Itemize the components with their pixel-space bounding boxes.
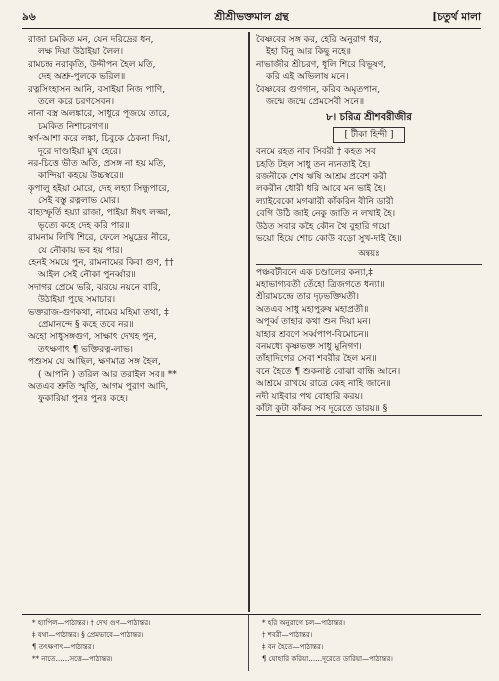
tika-label: [ টীকা হিন্দী ]: [333, 127, 405, 143]
footnote-line: ** নাতে……সত্তে—পাঠান্তর।: [32, 655, 113, 663]
verse-line: বৈষ্ণবের গুণগান, করিব অমৃতপান,: [256, 84, 381, 95]
translation-label: অন্বয়ঃ: [358, 249, 380, 260]
right-column: [256, 34, 482, 416]
verse-line: তাঁহাদিগের সেবা শবরীর হৈল মন॥: [256, 354, 377, 365]
verse-line: ল্যাইবেকো মগঝারী কাঁকরিন বীনি ডারী: [256, 196, 394, 207]
verse-line: বাহ্যস্ফূর্তি হয়্যা রাজা, পাইয়া ঈষৎ লজ্জা,: [28, 208, 171, 219]
verse-line: অপূর্ব্ব তাহার কথা শুন দিয়া মন।: [256, 317, 371, 328]
verse-line: রাজা চমকিত মন, যেন দরিদ্রের ধন,: [28, 35, 154, 45]
verse-line: মহাভাগ্যবতী তেঁহো ত্রিজগতে ধন্যা॥: [256, 280, 385, 291]
book-title: শ্রীশ্রীভক্তমাল গ্রন্থ: [214, 11, 289, 23]
verse-line: ভয়ো হিয়ে শোচ কোউ বড়ো সুখ-দাই হৈ॥: [256, 233, 402, 244]
verse-line: নদী যাইবার পথ বোহারি করয়।: [256, 391, 364, 402]
verse-line: জন্মে জন্মে প্রেমসেবী সনে॥: [266, 96, 365, 107]
verse-line: তৎক্ষণাৎ ¶ ভক্তিরত্ন-লাভ।: [38, 344, 134, 355]
verse-line: অহো সাধুসঙ্গগুণ, সাক্ষাৎ দেখহ পুন,: [28, 332, 157, 343]
footnote-line: ¶ তৎক্ষণাৎ—পাঠান্তর।: [32, 643, 95, 651]
hindi-verses: [256, 146, 482, 245]
verse-line: কৃপালু হইয়া মোরে, দেহ লহ্যা সিন্ধুপারে,: [28, 183, 170, 194]
verse-line: নানা বস্ত্র অলঙ্কারে, সাধুরে পূজয়ে তারে,: [28, 109, 170, 120]
verse-line: ফুকারিয়া পুনঃ পুনঃ কহে।: [38, 394, 128, 405]
verse-line: শ্রীরামচন্দ্রে তার দৃঢ়ভক্তিমতী।: [256, 292, 359, 303]
bengali-verses: [256, 264, 482, 417]
verse-line: রজনীকে শেষ ঋষি আশ্রম প্রবেশ করী: [256, 171, 387, 182]
page-number: ৯৬: [22, 11, 36, 23]
verse-line: কাঁটা কুটা কাঁকর সব দূরেতে ডারয়॥ §: [256, 403, 388, 414]
verse-line: ভক্তরাজ-গুণকথা, নামের মহিমা তথা, ‡: [28, 307, 169, 318]
footnotes-right: [262, 617, 482, 665]
verse-line: বনমে রহত নাব সিবরী † কহত সব: [256, 147, 376, 158]
chapter-label: [চতুর্থ মালা: [432, 11, 481, 23]
footnote-line: ¶ যোহারি করিয়া……দূরেতে ডারিয়া—পাঠান্তর।: [262, 655, 393, 663]
verse-line: রামনাম লিখি শিরে, ফেলে সমুদ্রের নীরে,: [28, 233, 171, 244]
verse-line: রামচন্দ্র নরাকৃতি, উদ্দীপন হৈল মতি,: [28, 59, 156, 70]
verse-line: দেহ অশ্রু-পুলকে ভরিল॥: [38, 72, 126, 83]
verse-line: চমকিত নিশাচরগণ॥: [38, 121, 109, 132]
left-column: [28, 34, 246, 406]
verse-line: ইহা বিনু আর কিছু নহে॥: [266, 47, 351, 58]
footnote-line: † শবরী—পাঠান্তর।: [262, 631, 313, 639]
verse-line: বেগি উঠি জাই নেকু জাতি ন লখাই হৈ।: [256, 209, 396, 220]
footnote-line: ‡ যথা—পাঠান্তর। § প্রেমভাবে—পাঠান্তর।: [32, 631, 144, 639]
verse-line: বনে হৈতে ¶ শুকনাষ্ঠ বোঝা বান্ধি আনে।: [256, 366, 401, 377]
verse-line: হেনই সময়ে পুন, রামনামের কিবা গুণ, ††: [28, 258, 174, 269]
verse-line: পঞ্চবটীবনে এক চণ্ডালের কন্যা,‡: [256, 267, 373, 278]
verse-line: ( আপনি ) তরিল আর তরাইল সব॥ **: [38, 369, 177, 380]
verse-line: লকরীন ধোরী ধরি আবে মন ভাই হৈ।: [256, 184, 386, 195]
verse-line: তলে করে চরণসেবন।: [38, 96, 115, 107]
verse-line: সদাগর প্রেমে ভরি, ঝরয়ে নয়নে বারি,: [28, 282, 161, 293]
verse-line: ভৃত্যে কহে দেহ করি পার॥: [38, 220, 130, 231]
footnote-line: * হ্যাপিল—পাঠান্তর। † দেখ গুণ—পাঠান্তর।: [32, 619, 151, 627]
footnote-line: * হরি অনুরাগে চল—পাঠান্তর।: [262, 619, 345, 627]
verse-line: করি এই অভিলাষ মনে।: [266, 72, 349, 83]
footnotes-left: [32, 617, 252, 665]
verse-line: উঠাইয়া পুছে সমাচার।: [38, 295, 116, 306]
verse-line: রত্নসিংহাসন আনি, বসাইয়া নিজ পাণি,: [28, 84, 166, 95]
verse-line: দূরে দাণ্ডাইয়া মুখ হেরে।: [38, 146, 122, 157]
verse-line: আশ্রমে রাখয়ে রাত্রে কেহ নাহি জানে॥: [256, 379, 391, 390]
verse-line: যে নৌকায় ভব হয় পার।: [38, 245, 123, 256]
verse-line: নাভাজীর শ্রীচরণ, ধূলি শিরে বিভূষণ,: [256, 59, 387, 70]
verse-line: চহতি টহল সাধু তন ন্যনতাই হৈ।: [256, 159, 371, 170]
verse-line: নর-চিত্তে ভীত অতি, প্রসঙ্গ না হয় মতি,: [28, 158, 166, 169]
right-top-verses: [256, 34, 482, 108]
section-heading: ৮। চরিত্র শ্রীশবরীজীর: [326, 112, 412, 124]
column-divider: [248, 32, 250, 612]
page-header: [22, 6, 481, 29]
verse-line: আইল সেই নৌকা পুনর্ব্বার॥: [38, 270, 136, 281]
verse-line: লক্ষ দিয়া উঠাইয়া লৈল।: [38, 47, 124, 58]
verse-line: উঠত সবার কহৈ কৌন থৈ বুহারি গয়ো: [256, 221, 390, 232]
verse-line: যাহার শ্রবণে সর্ব্বপাপ-বিমোচন॥: [256, 329, 369, 340]
verse-line: প্রেমানন্দে § কহে তবে নর॥: [38, 319, 134, 330]
verse-line: পশুসম যে আছিল, ক্ষণমাত্র সঙ্গ হৈল,: [28, 357, 161, 368]
footnotes: [22, 614, 481, 675]
verse-line: অতএব সাধু মহাপুরুষ মহাপ্রতী॥: [256, 304, 369, 315]
verse-line: সেই বস্তু রত্নলাভ মোর।: [38, 196, 120, 207]
verse-line: অতএব শ্রুতি স্মৃতি, আগম পুরাণ আদি,: [28, 381, 169, 392]
verse-line: স্বর্ণ-আশা করে লঙ্কা, চিবুকে ঠেকনা দিয়া,: [28, 134, 171, 145]
footnote-line: ‡ বন হৈতে—পাঠান্তর।: [262, 643, 324, 651]
verse-line: কান্দিয়া কহয়ে উচ্চস্বরে॥: [38, 171, 124, 182]
verse-line: বনমধ্যে কৃষ্ণভক্ত সাধু মুনিগণ।: [256, 342, 362, 353]
verse-line: বৈষ্ণবের সঙ্গ কর, হেরি অনুরাগ ধর,: [256, 35, 382, 45]
